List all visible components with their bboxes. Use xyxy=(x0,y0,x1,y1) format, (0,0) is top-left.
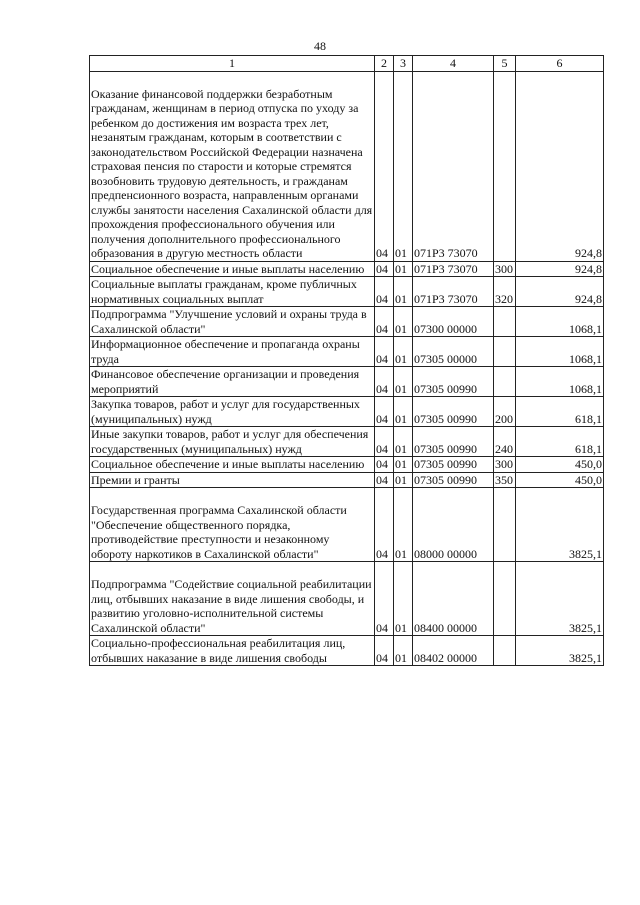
row-target: 071Р3 73070 xyxy=(413,261,494,277)
header-col-3: 3 xyxy=(394,56,413,72)
table-row xyxy=(90,397,604,427)
row-subsection: 01 xyxy=(394,367,413,397)
row-type: 200 xyxy=(494,397,516,427)
page-number: 48 xyxy=(314,39,326,53)
row-subsection: 01 xyxy=(394,562,413,636)
row-section: 04 xyxy=(375,636,394,666)
table-header-row xyxy=(90,56,604,72)
row-amount: 924,8 xyxy=(516,71,604,261)
table-row xyxy=(90,367,604,397)
header-col-5: 5 xyxy=(494,56,516,72)
table-row xyxy=(90,562,604,636)
table-row xyxy=(90,457,604,473)
row-amount: 1068,1 xyxy=(516,367,604,397)
row-section: 04 xyxy=(375,472,394,488)
table-row xyxy=(90,277,604,307)
row-section: 04 xyxy=(375,261,394,277)
row-subsection: 01 xyxy=(394,277,413,307)
row-amount: 450,0 xyxy=(516,457,604,473)
row-name: Социальное обеспечение и иные выплаты населению xyxy=(90,457,375,473)
row-amount: 924,8 xyxy=(516,277,604,307)
row-name: Социальные выплаты гражданам, кроме публичных нормативных социальных выплат xyxy=(90,277,375,307)
row-section: 04 xyxy=(375,307,394,337)
row-name: Оказание финансовой поддержки безработным гражданам, женщинам в период отпуска по уходу за ребенком до достижения им возраста трех лет, незанятым гражданам, которым в соответствии с законодательством Российской Федерации назначена страховая пенсия по старости и которые стремятся возобновить трудовую деятельность, и гражданам предпенсионного возраста, направленным органами службы занятости населения Сахалинской области для прохождения профессионального обучения или получения дополнительного профессионального образования в другую местность области xyxy=(90,71,375,261)
row-subsection: 01 xyxy=(394,457,413,473)
row-target: 08402 00000 xyxy=(413,636,494,666)
row-name: Премии и гранты xyxy=(90,472,375,488)
row-target: 07305 00990 xyxy=(413,457,494,473)
row-section: 04 xyxy=(375,337,394,367)
header-col-1: 1 xyxy=(90,56,375,72)
row-amount: 1068,1 xyxy=(516,337,604,367)
row-subsection: 01 xyxy=(394,261,413,277)
row-subsection: 01 xyxy=(394,472,413,488)
table-row xyxy=(90,261,604,277)
row-target: 08400 00000 xyxy=(413,562,494,636)
row-section: 04 xyxy=(375,427,394,457)
row-type xyxy=(494,367,516,397)
row-amount: 3825,1 xyxy=(516,488,604,562)
row-amount: 1068,1 xyxy=(516,307,604,337)
row-subsection: 01 xyxy=(394,427,413,457)
row-target: 07305 00990 xyxy=(413,427,494,457)
row-type: 320 xyxy=(494,277,516,307)
row-type xyxy=(494,562,516,636)
row-target: 071Р3 73070 xyxy=(413,71,494,261)
row-subsection: 01 xyxy=(394,307,413,337)
row-target: 07300 00000 xyxy=(413,307,494,337)
row-section: 04 xyxy=(375,457,394,473)
row-name: Социально-профессиональная реабилитация лиц, отбывших наказание в виде лишения свободы xyxy=(90,636,375,666)
row-type xyxy=(494,488,516,562)
header-col-6: 6 xyxy=(516,56,604,72)
row-amount: 618,1 xyxy=(516,397,604,427)
table-row xyxy=(90,488,604,562)
row-type xyxy=(494,337,516,367)
row-amount: 924,8 xyxy=(516,261,604,277)
table-row xyxy=(90,337,604,367)
header-col-4: 4 xyxy=(413,56,494,72)
row-subsection: 01 xyxy=(394,636,413,666)
row-section: 04 xyxy=(375,488,394,562)
row-section: 04 xyxy=(375,397,394,427)
row-name: Иные закупки товаров, работ и услуг для обеспечения государственных (муниципальных) нужд xyxy=(90,427,375,457)
row-section: 04 xyxy=(375,562,394,636)
row-target: 08000 00000 xyxy=(413,488,494,562)
table-row xyxy=(90,307,604,337)
row-name: Подпрограмма "Улучшение условий и охраны труда в Сахалинской области" xyxy=(90,307,375,337)
row-amount: 618,1 xyxy=(516,427,604,457)
row-section: 04 xyxy=(375,277,394,307)
row-subsection: 01 xyxy=(394,71,413,261)
row-subsection: 01 xyxy=(394,337,413,367)
row-amount: 450,0 xyxy=(516,472,604,488)
header-col-2: 2 xyxy=(375,56,394,72)
row-type xyxy=(494,71,516,261)
row-name: Информационное обеспечение и пропаганда охраны труда xyxy=(90,337,375,367)
row-type xyxy=(494,636,516,666)
table-row xyxy=(90,636,604,666)
row-type: 350 xyxy=(494,472,516,488)
row-section: 04 xyxy=(375,71,394,261)
row-name: Подпрограмма "Содействие социальной реабилитации лиц, отбывших наказание в виде лишения свободы, и развитию уголовно-исполнительной системы Сахалинской области" xyxy=(90,562,375,636)
row-amount: 3825,1 xyxy=(516,562,604,636)
row-amount: 3825,1 xyxy=(516,636,604,666)
row-target: 07305 00990 xyxy=(413,472,494,488)
row-target: 071Р3 73070 xyxy=(413,277,494,307)
row-type: 240 xyxy=(494,427,516,457)
row-type: 300 xyxy=(494,457,516,473)
row-name: Финансовое обеспечение организации и проведения мероприятий xyxy=(90,367,375,397)
row-target: 07305 00990 xyxy=(413,367,494,397)
row-target: 07305 00990 xyxy=(413,397,494,427)
table-row xyxy=(90,472,604,488)
row-type xyxy=(494,307,516,337)
table-row xyxy=(90,427,604,457)
row-section: 04 xyxy=(375,367,394,397)
row-name: Закупка товаров, работ и услуг для государственных (муниципальных) нужд xyxy=(90,397,375,427)
row-subsection: 01 xyxy=(394,488,413,562)
table-row xyxy=(90,71,604,261)
row-name: Государственная программа Сахалинской области "Обеспечение общественного порядка, противодействие преступности и незаконному обороту наркотиков в Сахалинской области" xyxy=(90,488,375,562)
row-name: Социальное обеспечение и иные выплаты населению xyxy=(90,261,375,277)
row-subsection: 01 xyxy=(394,397,413,427)
row-type: 300 xyxy=(494,261,516,277)
budget-table xyxy=(89,55,604,666)
row-target: 07305 00000 xyxy=(413,337,494,367)
